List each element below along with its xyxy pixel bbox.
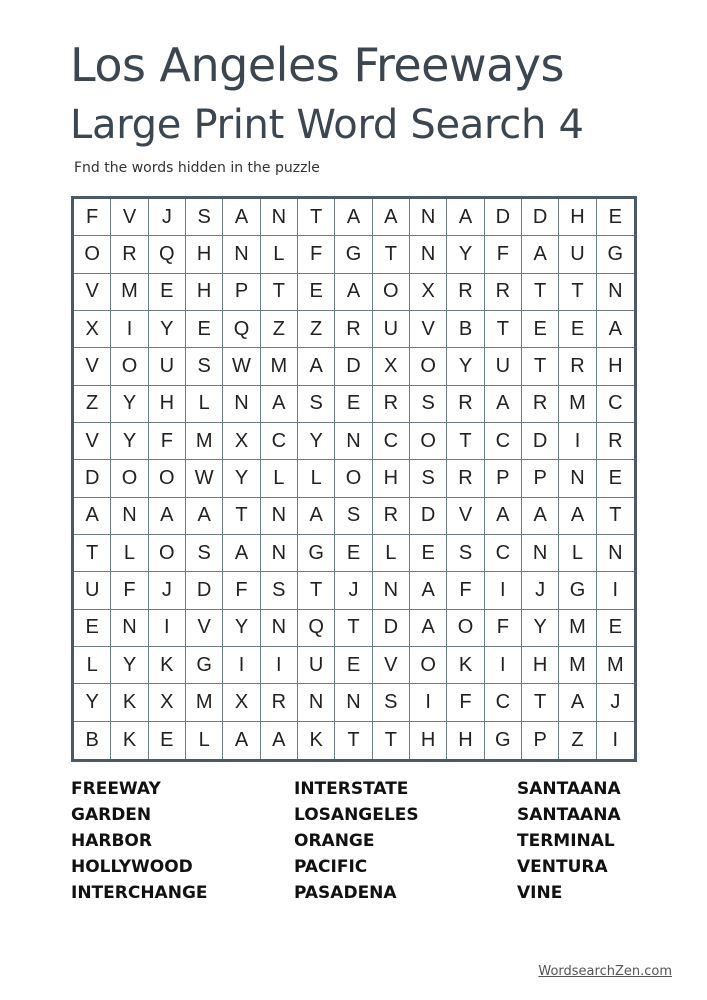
grid-cell: N xyxy=(410,236,447,273)
grid-cell: A xyxy=(522,498,559,535)
grid-cell: I xyxy=(149,610,186,647)
grid-cell: T xyxy=(522,684,559,721)
grid-cell: A xyxy=(522,236,559,273)
grid-cell: X xyxy=(223,684,260,721)
grid-cell: A xyxy=(335,274,372,311)
grid-cell: N xyxy=(261,535,298,572)
grid-cell: D xyxy=(410,498,447,535)
grid-cell: L xyxy=(74,647,111,684)
grid-cell: E xyxy=(559,311,596,348)
grid-cell: S xyxy=(410,386,447,423)
grid-cell: N xyxy=(223,236,260,273)
grid-cell: I xyxy=(612,728,619,751)
grid-cell: K xyxy=(149,647,186,684)
grid-cell: T xyxy=(447,423,484,460)
grid-cell: G xyxy=(485,722,522,759)
grid-cell: H xyxy=(410,722,447,759)
grid-cell: M xyxy=(186,684,223,721)
grid-cell: R xyxy=(111,236,148,273)
grid-cell: K xyxy=(447,647,484,684)
grid-cell: W xyxy=(186,460,223,497)
grid-cell: V xyxy=(410,311,447,348)
grid-cell: E xyxy=(522,311,559,348)
grid-cell: I xyxy=(111,311,148,348)
word-item: INTERSTATE xyxy=(294,779,409,799)
grid-cell: N xyxy=(597,274,634,311)
grid-cell: C xyxy=(261,423,298,460)
grid-cell: F xyxy=(485,610,522,647)
grid-cell: H xyxy=(186,274,223,311)
grid-cell: C xyxy=(597,386,634,423)
instructions: Fnd the words hidden in the puzzle xyxy=(74,160,320,176)
grid-cell: N xyxy=(223,386,260,423)
grid-cell: N xyxy=(335,684,372,721)
grid-cell: I xyxy=(261,647,298,684)
grid-cell: E xyxy=(335,647,372,684)
grid-cell: D xyxy=(522,423,559,460)
grid-cell: M xyxy=(559,610,596,647)
grid-cell: J xyxy=(522,572,559,609)
grid-cell: S xyxy=(373,684,410,721)
grid-cell: O xyxy=(410,647,447,684)
grid-cell: V xyxy=(447,498,484,535)
grid-cell: I xyxy=(485,647,522,684)
grid-cell: R xyxy=(373,498,410,535)
word-item: LOSANGELES xyxy=(294,805,419,825)
grid-cell: Z xyxy=(74,386,111,423)
grid-cell: L xyxy=(373,535,410,572)
grid-cell: I xyxy=(223,647,260,684)
puzzle-grid xyxy=(71,196,637,762)
grid-cell: F xyxy=(447,572,484,609)
grid-cell: E xyxy=(597,199,634,236)
grid-cell: U xyxy=(298,647,335,684)
grid-cell: V xyxy=(186,610,223,647)
site-link[interactable]: WordsearchZen.com xyxy=(538,964,672,979)
grid-cell: V xyxy=(74,274,111,311)
grid-cell: A xyxy=(373,199,410,236)
grid-cell: Z xyxy=(559,722,596,759)
grid-cell: S xyxy=(335,498,372,535)
grid-cell: A xyxy=(410,572,447,609)
grid-cell: L xyxy=(559,535,596,572)
grid-cell: T xyxy=(335,610,372,647)
grid-cell: A xyxy=(223,199,260,236)
grid-cell: H xyxy=(186,236,223,273)
grid-cell: S xyxy=(186,535,223,572)
grid-cell: E xyxy=(335,386,372,423)
grid-cell: O xyxy=(410,423,447,460)
grid-cell: H xyxy=(522,647,559,684)
grid-cell: A xyxy=(223,535,260,572)
grid-cell: H xyxy=(447,722,484,759)
grid-cell: M xyxy=(261,348,298,385)
grid-cell: L xyxy=(186,722,223,759)
word-item: VENTURA xyxy=(517,857,608,877)
grid-cell: V xyxy=(74,423,111,460)
grid-cell: I xyxy=(597,572,634,609)
grid-cell: M xyxy=(559,386,596,423)
page-subtitle-title: Large Print Word Search 4 xyxy=(70,102,584,148)
grid-cell: D xyxy=(74,460,111,497)
grid-cell: D xyxy=(373,610,410,647)
grid-cell: I xyxy=(410,684,447,721)
grid-cell: V xyxy=(111,199,148,236)
grid-cell: N xyxy=(522,535,559,572)
grid-cell: A xyxy=(298,498,335,535)
grid-cell: P xyxy=(522,722,559,759)
grid-cell: K xyxy=(111,684,148,721)
grid-cell: R xyxy=(485,274,522,311)
grid-cell: A xyxy=(261,386,298,423)
grid-cell: R xyxy=(597,423,634,460)
grid-cell: H xyxy=(149,386,186,423)
grid-cell: T xyxy=(373,236,410,273)
grid-cell: U xyxy=(485,348,522,385)
grid-cell: Q xyxy=(298,610,335,647)
grid-cell: E xyxy=(410,535,447,572)
grid-cell: Y xyxy=(447,348,484,385)
grid-cell: H xyxy=(559,199,596,236)
grid-cell: F xyxy=(149,423,186,460)
grid-cell: N xyxy=(597,535,634,572)
word-item: HARBOR xyxy=(71,831,152,851)
grid-cell: N xyxy=(261,199,298,236)
grid-cell: R xyxy=(447,274,484,311)
grid-cell: N xyxy=(373,572,410,609)
grid-cell: O xyxy=(149,460,186,497)
grid-cell: I xyxy=(485,572,522,609)
grid-cell: E xyxy=(149,722,186,759)
grid-cell: N xyxy=(410,199,447,236)
word-item: TERMINAL xyxy=(517,831,615,851)
letter-grid xyxy=(74,199,634,759)
grid-cell: A xyxy=(74,498,111,535)
word-item: HOLLYWOOD xyxy=(71,857,193,877)
grid-cell: Y xyxy=(111,647,148,684)
word-item: FREEWAY xyxy=(71,779,161,799)
grid-cell: J xyxy=(597,684,634,721)
grid-cell: P xyxy=(522,460,559,497)
grid-cell: O xyxy=(335,460,372,497)
grid-cell: F xyxy=(223,572,260,609)
grid-cell: A xyxy=(261,722,298,759)
grid-cell: Y xyxy=(447,236,484,273)
grid-cell: L xyxy=(261,236,298,273)
grid-cell: A xyxy=(223,722,260,759)
word-list xyxy=(71,776,631,906)
grid-cell: F xyxy=(485,236,522,273)
grid-cell: E xyxy=(74,610,111,647)
grid-cell: X xyxy=(74,311,111,348)
grid-cell: O xyxy=(74,236,111,273)
grid-cell: G xyxy=(298,535,335,572)
grid-cell: D xyxy=(186,572,223,609)
grid-cell: A xyxy=(597,311,634,348)
grid-cell: R xyxy=(335,311,372,348)
grid-cell: U xyxy=(149,348,186,385)
grid-cell: G xyxy=(597,236,634,273)
grid-cell: S xyxy=(261,572,298,609)
grid-cell: U xyxy=(559,236,596,273)
grid-cell: T xyxy=(298,199,335,236)
grid-cell: E xyxy=(186,311,223,348)
grid-cell: T xyxy=(559,274,596,311)
grid-cell: F xyxy=(111,572,148,609)
grid-cell: H xyxy=(597,348,634,385)
grid-cell: B xyxy=(74,722,111,759)
grid-cell: E xyxy=(597,460,634,497)
grid-cell: R xyxy=(261,684,298,721)
grid-cell: R xyxy=(522,386,559,423)
word-item: SANTAANA xyxy=(517,805,621,825)
grid-cell: M xyxy=(111,274,148,311)
grid-cell: M xyxy=(597,647,634,684)
grid-cell: T xyxy=(74,535,111,572)
grid-cell: A xyxy=(149,498,186,535)
grid-cell: G xyxy=(186,647,223,684)
word-item: GARDEN xyxy=(71,805,152,825)
grid-cell: L xyxy=(261,460,298,497)
grid-cell: S xyxy=(186,199,223,236)
grid-cell: C xyxy=(485,535,522,572)
grid-cell: T xyxy=(485,311,522,348)
grid-cell: J xyxy=(149,572,186,609)
grid-cell: T xyxy=(522,274,559,311)
grid-cell: D xyxy=(485,199,522,236)
grid-cell: U xyxy=(373,311,410,348)
grid-cell: R xyxy=(559,348,596,385)
grid-cell: D xyxy=(522,199,559,236)
grid-cell: Y xyxy=(223,610,260,647)
grid-cell: N xyxy=(111,610,148,647)
grid-cell: A xyxy=(485,498,522,535)
grid-cell: C xyxy=(485,423,522,460)
grid-cell: L xyxy=(186,386,223,423)
grid-cell: F xyxy=(74,199,111,236)
grid-cell: S xyxy=(186,348,223,385)
grid-cell: V xyxy=(373,647,410,684)
grid-cell: B xyxy=(447,311,484,348)
grid-cell: A xyxy=(410,610,447,647)
grid-cell: R xyxy=(373,386,410,423)
grid-cell: M xyxy=(186,423,223,460)
grid-cell: T xyxy=(373,722,410,759)
grid-cell: U xyxy=(74,572,111,609)
grid-cell: T xyxy=(335,722,372,759)
grid-cell: C xyxy=(373,423,410,460)
grid-cell: E xyxy=(298,274,335,311)
grid-cell: T xyxy=(223,498,260,535)
grid-cell: P xyxy=(223,274,260,311)
grid-cell: Y xyxy=(111,386,148,423)
word-item: ORANGE xyxy=(294,831,375,851)
grid-cell: T xyxy=(298,572,335,609)
grid-cell: A xyxy=(559,498,596,535)
grid-cell: R xyxy=(447,386,484,423)
word-item: INTERCHANGE xyxy=(71,883,208,903)
word-item: PASADENA xyxy=(294,883,397,903)
grid-cell: A xyxy=(447,199,484,236)
grid-cell: Y xyxy=(298,423,335,460)
grid-cell: Y xyxy=(111,423,148,460)
word-item: SANTAANA xyxy=(517,779,621,799)
grid-cell: T xyxy=(261,274,298,311)
grid-cell: N xyxy=(111,498,148,535)
grid-cell: C xyxy=(485,684,522,721)
word-column-2 xyxy=(294,776,517,906)
grid-cell: N xyxy=(559,460,596,497)
grid-cell: J xyxy=(335,572,372,609)
grid-cell: F xyxy=(447,684,484,721)
grid-cell: Z xyxy=(298,311,335,348)
grid-cell: T xyxy=(597,498,634,535)
grid-cell: R xyxy=(447,460,484,497)
grid-cell: K xyxy=(298,722,335,759)
grid-cell: T xyxy=(522,348,559,385)
grid-cell: O xyxy=(447,610,484,647)
grid-cell: X xyxy=(410,274,447,311)
grid-cell: E xyxy=(335,535,372,572)
grid-cell: S xyxy=(410,460,447,497)
grid-cell: N xyxy=(261,498,298,535)
word-item: VINE xyxy=(517,883,563,903)
grid-cell: A xyxy=(559,684,596,721)
grid-cell: Y xyxy=(74,684,111,721)
grid-cell: A xyxy=(186,498,223,535)
grid-cell: L xyxy=(298,460,335,497)
word-item: PACIFIC xyxy=(294,857,368,877)
grid-cell: X xyxy=(223,423,260,460)
grid-cell: Y xyxy=(149,311,186,348)
grid-cell: L xyxy=(111,535,148,572)
grid-cell: O xyxy=(410,348,447,385)
grid-cell: E xyxy=(149,274,186,311)
grid-cell: N xyxy=(298,684,335,721)
grid-cell: D xyxy=(335,348,372,385)
grid-cell: W xyxy=(223,348,260,385)
grid-cell: A xyxy=(298,348,335,385)
grid-cell: F xyxy=(298,236,335,273)
grid-cell: V xyxy=(74,348,111,385)
grid-cell: A xyxy=(335,199,372,236)
grid-cell: Y xyxy=(522,610,559,647)
grid-cell: O xyxy=(373,274,410,311)
grid-cell: O xyxy=(111,460,148,497)
grid-cell: P xyxy=(485,460,522,497)
page-title: Los Angeles Freeways xyxy=(70,38,564,92)
grid-cell: M xyxy=(559,647,596,684)
grid-cell: H xyxy=(373,460,410,497)
word-column-1 xyxy=(71,776,294,906)
grid-cell: G xyxy=(559,572,596,609)
grid-cell: S xyxy=(298,386,335,423)
grid-cell: X xyxy=(149,684,186,721)
grid-cell: E xyxy=(597,610,634,647)
grid-cell: A xyxy=(485,386,522,423)
grid-cell: S xyxy=(447,535,484,572)
grid-cell: X xyxy=(373,348,410,385)
grid-cell: O xyxy=(149,535,186,572)
grid-cell: K xyxy=(111,722,148,759)
grid-cell: I xyxy=(559,423,596,460)
grid-cell: Y xyxy=(223,460,260,497)
word-column-3 xyxy=(517,776,637,906)
grid-cell: Q xyxy=(149,236,186,273)
grid-cell: G xyxy=(335,236,372,273)
grid-cell: N xyxy=(261,610,298,647)
grid-cell: Q xyxy=(223,311,260,348)
grid-cell: Z xyxy=(261,311,298,348)
grid-cell: J xyxy=(149,199,186,236)
grid-cell: N xyxy=(335,423,372,460)
grid-cell: O xyxy=(111,348,148,385)
